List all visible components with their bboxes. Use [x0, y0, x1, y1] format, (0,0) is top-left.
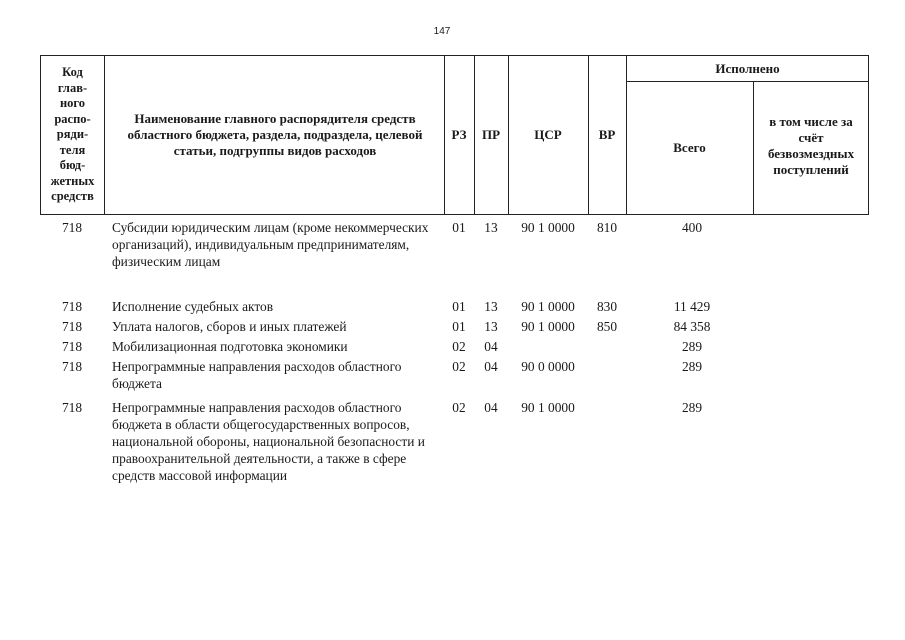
row-pr: 13 [484, 220, 498, 235]
header-executed: Исполнено [715, 60, 780, 76]
row-csr: 90 0 0000 [521, 359, 575, 374]
header-total: Всего [673, 139, 706, 155]
row-vr: 830 [596, 299, 618, 314]
row-code: 718 [61, 299, 83, 314]
row-total: 400 [681, 220, 703, 235]
row-total: 289 [681, 400, 703, 415]
row-csr: 90 1 0000 [521, 220, 575, 235]
row-code: 718 [61, 400, 83, 415]
header-code-line: Код [62, 65, 83, 80]
row-pr: 13 [484, 319, 498, 334]
header-gratuitous: в том числе за счёт безвозмездных поступлений [767, 114, 855, 177]
row-rz: 02 [452, 400, 466, 415]
header-rz: РЗ [451, 127, 467, 142]
header-code-line: теля [59, 142, 86, 157]
page-number: 147 [433, 26, 451, 37]
row-total: 289 [681, 359, 703, 374]
row-total: 11 429 [673, 299, 711, 314]
row-name: Мобилизационная подготовка экономики [112, 339, 348, 354]
header-code-line: ного [59, 96, 86, 111]
header-code-line: распо- [54, 111, 91, 126]
row-csr: 90 1 0000 [521, 299, 575, 314]
header-vr: ВР [598, 127, 616, 142]
row-vr: 850 [596, 319, 618, 334]
row-rz: 01 [452, 319, 466, 334]
table-header [40, 55, 869, 215]
header-code-line: жетных [50, 173, 95, 188]
header-code-line: бюд- [59, 158, 86, 173]
row-pr: 04 [484, 400, 498, 415]
row-total: 289 [681, 339, 703, 354]
row-name: Субсидии юридическим лицам (кроме некоммерческих организаций), индивидуальным предпринимателям, физическим лицам [112, 220, 429, 269]
row-name: Уплата налогов, сборов и иных платежей [112, 319, 347, 334]
header-code-line: средств [51, 189, 94, 204]
row-rz: 01 [452, 299, 466, 314]
row-rz: 02 [452, 339, 466, 354]
row-name: Непрограммные направления расходов областного бюджета в области общегосударственных вопросов, национальной обороны, национальной безопасности и правоохранительной деятельности, а также в сфере средств массовой информации [112, 400, 425, 483]
row-vr: 810 [596, 220, 618, 235]
row-pr: 13 [484, 299, 498, 314]
row-code: 718 [61, 220, 83, 235]
row-csr: 90 1 0000 [521, 319, 575, 334]
header-code [41, 56, 104, 214]
row-rz: 02 [452, 359, 466, 374]
header-code-line: ряди- [56, 127, 89, 142]
row-name: Непрограммные направления расходов областного бюджета [112, 359, 402, 391]
row-code: 718 [61, 339, 83, 354]
row-name: Исполнение судебных актов [112, 299, 274, 314]
row-total: 84 358 [673, 319, 711, 334]
row-code: 718 [61, 359, 83, 374]
row-csr: 90 1 0000 [521, 400, 575, 415]
divider [104, 56, 105, 214]
header-name: Наименование главного распорядителя средств областного бюджета, раздела, подраздела, целевой статьи, подгруппы видов расходов [127, 111, 423, 158]
row-code: 718 [61, 319, 83, 334]
row-pr: 04 [484, 339, 498, 354]
header-csr: ЦСР [534, 127, 562, 142]
divider [753, 81, 754, 214]
header-code-line: глав- [57, 80, 88, 95]
header-pr: ПР [481, 127, 501, 142]
row-rz: 01 [452, 220, 466, 235]
row-pr: 04 [484, 359, 498, 374]
